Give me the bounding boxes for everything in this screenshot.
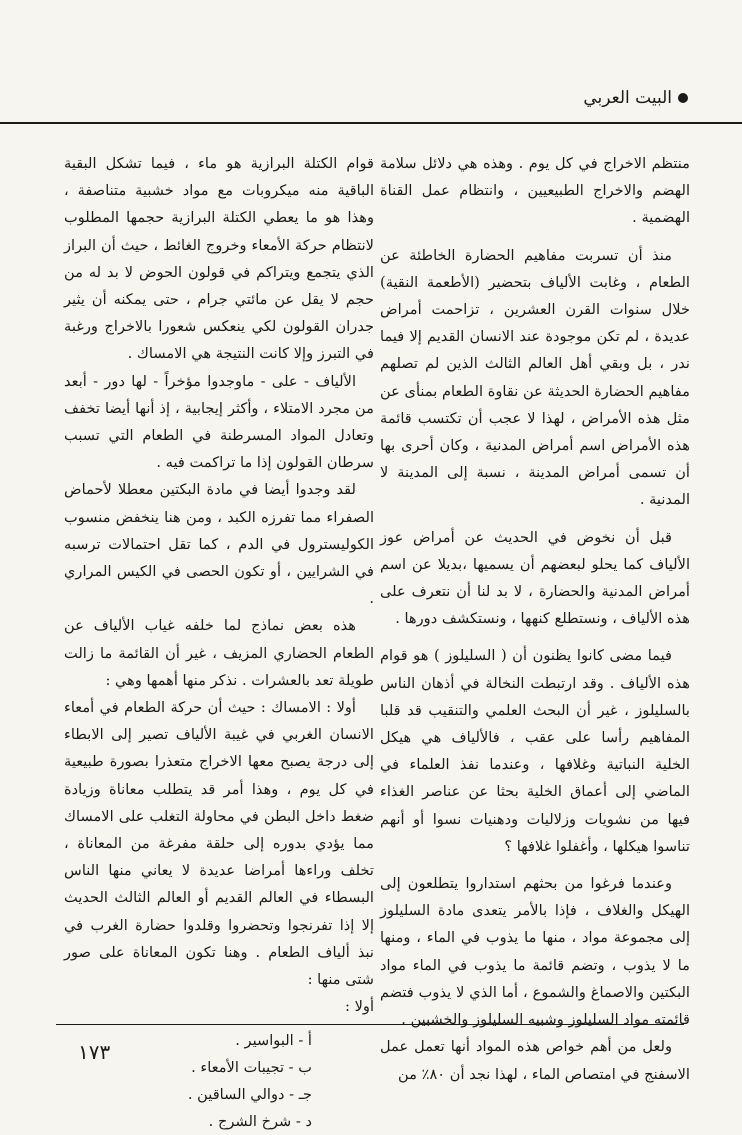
right-column bbox=[380, 150, 690, 1088]
paragraph: ولعل من أهم خواص هذه المواد أنها تعمل عمل الاسفنج في امتصاص الماء ، لهذا نجد أن ٨٠٪ من bbox=[380, 1033, 690, 1087]
list-item: د - شرخ الشرج . bbox=[64, 1108, 374, 1135]
header-title-group bbox=[583, 88, 688, 108]
list-item: ب - تجيبات الأمعاء . bbox=[64, 1054, 374, 1081]
footer-rule bbox=[56, 1024, 684, 1025]
list-item: جـ - دوالي الساقين . bbox=[64, 1081, 374, 1108]
conditions-list bbox=[64, 1027, 374, 1135]
paragraph: قبل أن نخوض في الحديث عن أمراض عوز الألياف كما يحلو لبعضهم أن يسميها ،بديلا عن اسم أمراض المدنية والحضارة ، لا بد لنا أن نتعرف على هذه الألياف ، ونستطلع كنهها ، ونستكشف دورها . bbox=[380, 524, 690, 633]
paragraph: فيما مضى كانوا يظنون أن ( السليلوز ) هو قوام هذه الألياف . وقد ارتبطت النخالة في أذهان الناس بالسليلوز ، غير أن البحث العلمي والتنقيب قد قلبا المفاهيم رأسا على عقب ، فالألياف هي هيكل الخلية النباتية وغلافها ، وعندما نفذ العلماء في الماضي إلى أعماق الخلية بحثا عن عناصر الغذاء فيها من نشويات وزلاليات ودهنيات نسوا أو أنهم تناسوا هيكلها ، وأغفلوا غلافها ؟ bbox=[380, 642, 690, 860]
paragraph: وعندما فرغوا من بحثهم استداروا يتطلعون إلى الهيكل والغلاف ، فإذا بالأمر يتعدى مادة السليلوز إلى مجموعة مواد ، منها ما يذوب في الماء ، ومنها ما لا يذوب ، وتضم قائمة ما يذوب في الماء مواد البكتين والاصماغ والشموع ، أما الذي لا يذوب فتضم قائمته مواد السليلوز وشبيه السليلوز والخشبين . bbox=[380, 870, 690, 1033]
left-column bbox=[64, 150, 374, 1135]
paragraph: الألياف - على - ماوجدوا مؤخراً - لها دور - أبعد من مجرد الامتلاء ، وأكثر إيجابية ، إذ أنها أيضا تخفف وتعادل المواد المسرطنة في الطعام التي تسبب سرطان القولون إذا ما تراكمت فيه . bbox=[64, 368, 374, 477]
paragraph: أولا : الامساك : حيث أن حركة الطعام في أمعاء الانسان الغربي في غيبة الألياف تصير إلى الابطاء إلى درجة يصبح معها الاخراج متعذرا بصورة طبيعية في كل يوم ، وهذا أمر قد يتطلب معاناة وزيادة ضغط داخل البطن في محاولة التغلب على الامساك مما يؤدي بدوره إلى حلقة مفرغة من المعاناة ، تخلف وراءها أمراضا عديدة لا يعاني منها الناس البسطاء في العالم القديم أو العالم الثالث الحديث إلا إذا تفرنجوا وتحضروا وقلدوا حضارة الغرب في نبذ ألياف الطعام . وهنا تكون المعاناة على صور شتى منها : bbox=[64, 694, 374, 993]
paragraph: لقد وجدوا أيضا في مادة البكتين معطلا لأحماض الصفراء مما تفرزه الكبد ، ومن هنا ينخفض منسوب الكوليسترول في الدم ، كما تقل احتمالات ترسبه في الشرايين ، أو تكون الحصى في الكيس المراري . bbox=[64, 476, 374, 612]
paragraph: منذ أن تسربت مفاهيم الحضارة الخاطئة عن الطعام ، وغابت الألياف بتحضير (الأطعمة النقية) خلال سنوات القرن العشرين ، تزاحمت أمراض عديدة ، لم تكن موجودة عند الانسان القديم إلا فيما ندر ، بل وبقي أهل العالم الثالث الذين لم تصلهم مفاهيم الحضارة الحديثة عن نقاوة الطعام بمنأى عن مثل هذه الأمراض ، لهذا لا عجب أن تكتسب قائمة هذه الأمراض اسم أمراض المدنية ، وكان أحرى بها أن تسمى أمراض المدينة ، نسبة إلى المدينة لا المدنية . bbox=[380, 242, 690, 514]
paragraph: قوام الكتلة البرازية هو ماء ، فيما تشكل البقية الباقية منه ميكروبات مع مواد خشبية متناصفة ، وهذا هو ما يعطي الكتلة البرازية حجمها المطلوب لانتظام حركة الأمعاء وخروج الغائط ، حيث أن البراز الذي يتجمع ويتراكم في قولون الحوض لا بد له من حجم لا يقل عن مائتي جرام ، حتى يمكنه أن يثير جدران القولون لكي ينعكس شعورا بالاخراج ورغبة في التبرز وإلا كانت النتيجة هي الامساك . bbox=[64, 150, 374, 368]
list-item: أ - البواسير . bbox=[64, 1027, 374, 1054]
running-header bbox=[70, 88, 698, 118]
paragraph: هذه بعض نماذج لما خلفه غياب الألياف عن الطعام الحضاري المزيف ، غير أن القائمة ما زالت طويلة تعد بالعشرات . نذكر منها أهمها وهي : bbox=[64, 612, 374, 694]
paragraph: منتظم الاخراج في كل يوم . وهذه هي دلائل سلامة الهضم والاخراج الطبيعيين ، وانتظام عمل القناة الهضمية . bbox=[380, 150, 690, 232]
publication-title: البيت العربي bbox=[583, 88, 672, 108]
bullet-icon bbox=[678, 93, 688, 103]
header-rule bbox=[0, 122, 742, 124]
page-number: ١٧٣ bbox=[78, 1040, 110, 1064]
list-heading: أولا : bbox=[64, 993, 374, 1020]
